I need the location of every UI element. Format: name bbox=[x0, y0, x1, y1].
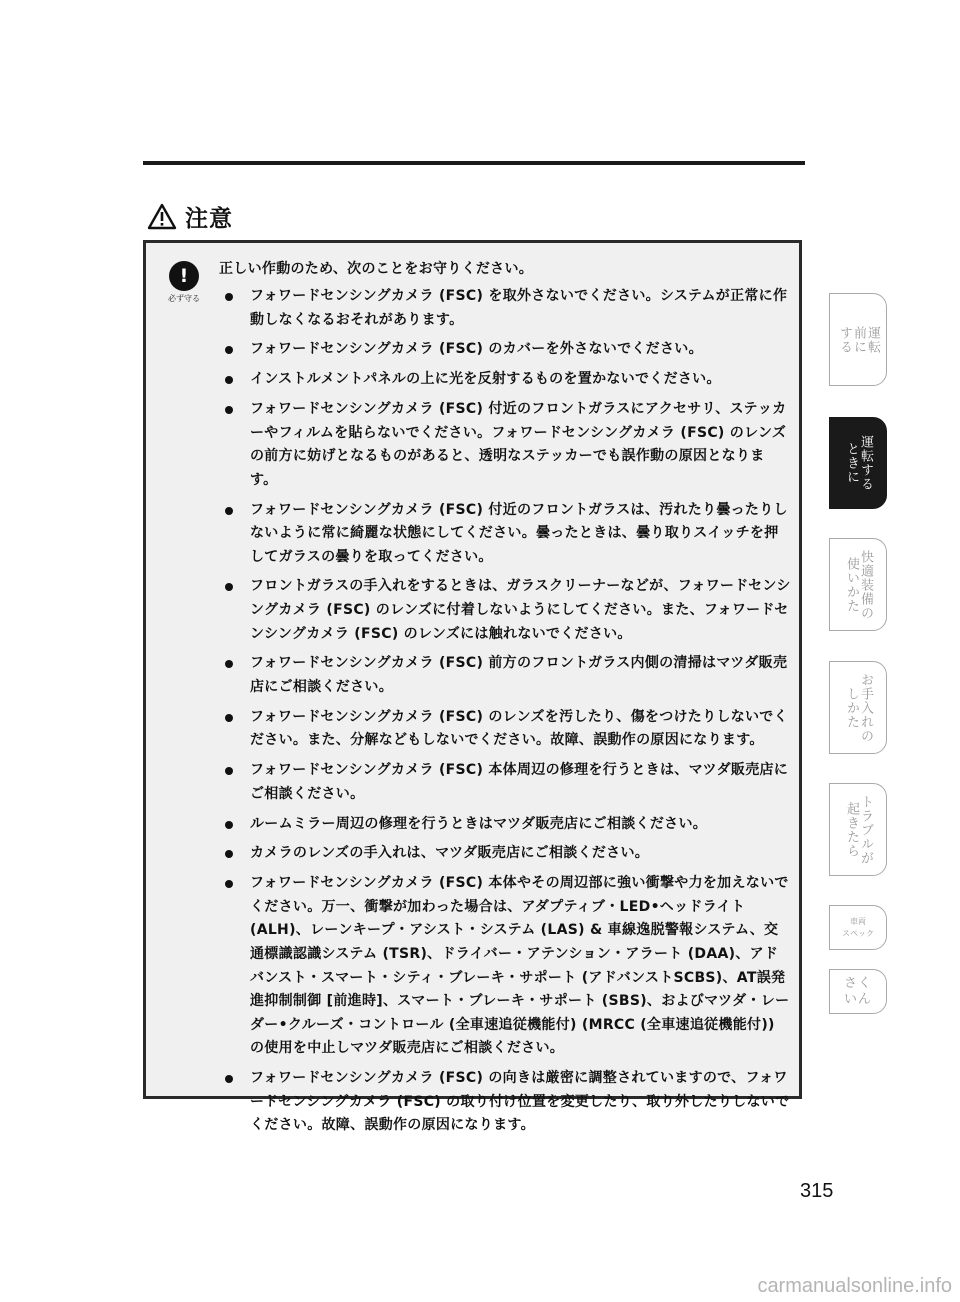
caution-content bbox=[219, 257, 791, 1144]
warning-triangle-icon bbox=[147, 203, 177, 230]
exclamation-icon: ! bbox=[169, 261, 199, 291]
tab-before-driving[interactable]: 運転 前に する bbox=[829, 293, 887, 386]
caution-item: フォワードセンシングカメラ (FSC) 前方のフロントガラス内側の清掃はマツダ販売店にご相談ください。 bbox=[219, 652, 791, 699]
caution-item: フォワードセンシングカメラ (FSC) 付近のフロントガラスは、汚れたり曇ったりしないように常に綺麗な状態にしてください。曇ったときは、曇り取りスイッチを押してガラスの曇りを取ってください。 bbox=[219, 499, 791, 570]
caution-item: カメラのレンズの手入れは、マツダ販売店にご相談ください。 bbox=[219, 842, 791, 866]
top-rule bbox=[143, 161, 805, 165]
tab-index[interactable]: さく いん bbox=[829, 969, 887, 1014]
caution-item: フォワードセンシングカメラ (FSC) 本体やその周辺部に強い衝撃や力を加えないでください。万一、衝撃が加わった場合は、アダプティブ・LED•ヘッドライト (ALH)、レーンキープ・アシスト・システム (LAS) & 車線逸脱警報システム、交通標識認識システム (TSR)、ドライバー・アテンション・アラート (DAA)、アドバンスト・スマート・シティ・ブレーキ・サポート (アドバンストSCBS)、AT誤発進抑制制御 [前進時]、スマート・ブレーキ・サポート (SBS)、およびマツダ・レーダー•クルーズ・コントロール (全車速追従機能付) (MRCC (全車速追従機能付)) の使用を中止しマツダ販売店にご相談ください。 bbox=[219, 872, 791, 1061]
caution-item: フォワードセンシングカメラ (FSC) を取外さないでください。システムが正常に作動しなくなるおそれがあります。 bbox=[219, 285, 791, 332]
caution-list bbox=[219, 285, 791, 1138]
tab-while-driving[interactable]: 運転する ときに bbox=[829, 417, 887, 509]
tab-maintenance[interactable]: お手入れの しかた bbox=[829, 661, 887, 754]
caution-item: フォワードセンシングカメラ (FSC) のカバーを外さないでください。 bbox=[219, 338, 791, 362]
tab-comfort-features[interactable]: 快適装備の 使いかた bbox=[829, 538, 887, 631]
must-follow-badge bbox=[159, 261, 209, 304]
caution-heading bbox=[147, 200, 233, 233]
tab-troubleshooting[interactable]: トラブルが 起きたら bbox=[829, 783, 887, 876]
caution-item: フォワードセンシングカメラ (FSC) のレンズを汚したり、傷をつけたりしないでください。また、分解などもしないでください。故障、誤動作の原因になります。 bbox=[219, 706, 791, 753]
tab-specifications[interactable]: 車両 スペック bbox=[829, 905, 887, 950]
caution-intro: 正しい作動のため、次のことをお守りください。 bbox=[219, 261, 534, 277]
caution-box bbox=[143, 240, 802, 1134]
watermark: carmanualsonline.info bbox=[757, 1275, 952, 1297]
caution-item: フロントガラスの手入れをするときは、ガラスクリーナーなどが、フォワードセンシングカメラ (FSC) のレンズに付着しないようにしてください。また、フォワードセンシングカメラ (FSC) のレンズには触れないでください。 bbox=[219, 575, 791, 646]
caution-title: 注意 bbox=[185, 206, 233, 232]
caution-item: ルームミラー周辺の修理を行うときはマツダ販売店にご相談ください。 bbox=[219, 813, 791, 837]
caution-item: インストルメントパネルの上に光を反射するものを置かないでください。 bbox=[219, 368, 791, 392]
caution-item: フォワードセンシングカメラ (FSC) 付近のフロントガラスにアクセサリ、ステッカーやフィルムを貼らないでください。フォワードセンシングカメラ (FSC) のレンズの前方に妨げとなるものがあると、透明なステッカーでも誤作動の原因となります。 bbox=[219, 398, 791, 492]
caution-item: フォワードセンシングカメラ (FSC) 本体周辺の修理を行うときは、マツダ販売店にご相談ください。 bbox=[219, 759, 791, 806]
must-follow-label: 必ず守る bbox=[168, 294, 200, 303]
caution-item: フォワードセンシングカメラ (FSC) の向きは厳密に調整されていますので、フォワードセンシングカメラ (FSC) の取り付け位置を変更したり、取り外したりしないでください。故障、誤動作の原因になります。 bbox=[219, 1067, 791, 1138]
page-number: 315 bbox=[800, 1180, 834, 1202]
